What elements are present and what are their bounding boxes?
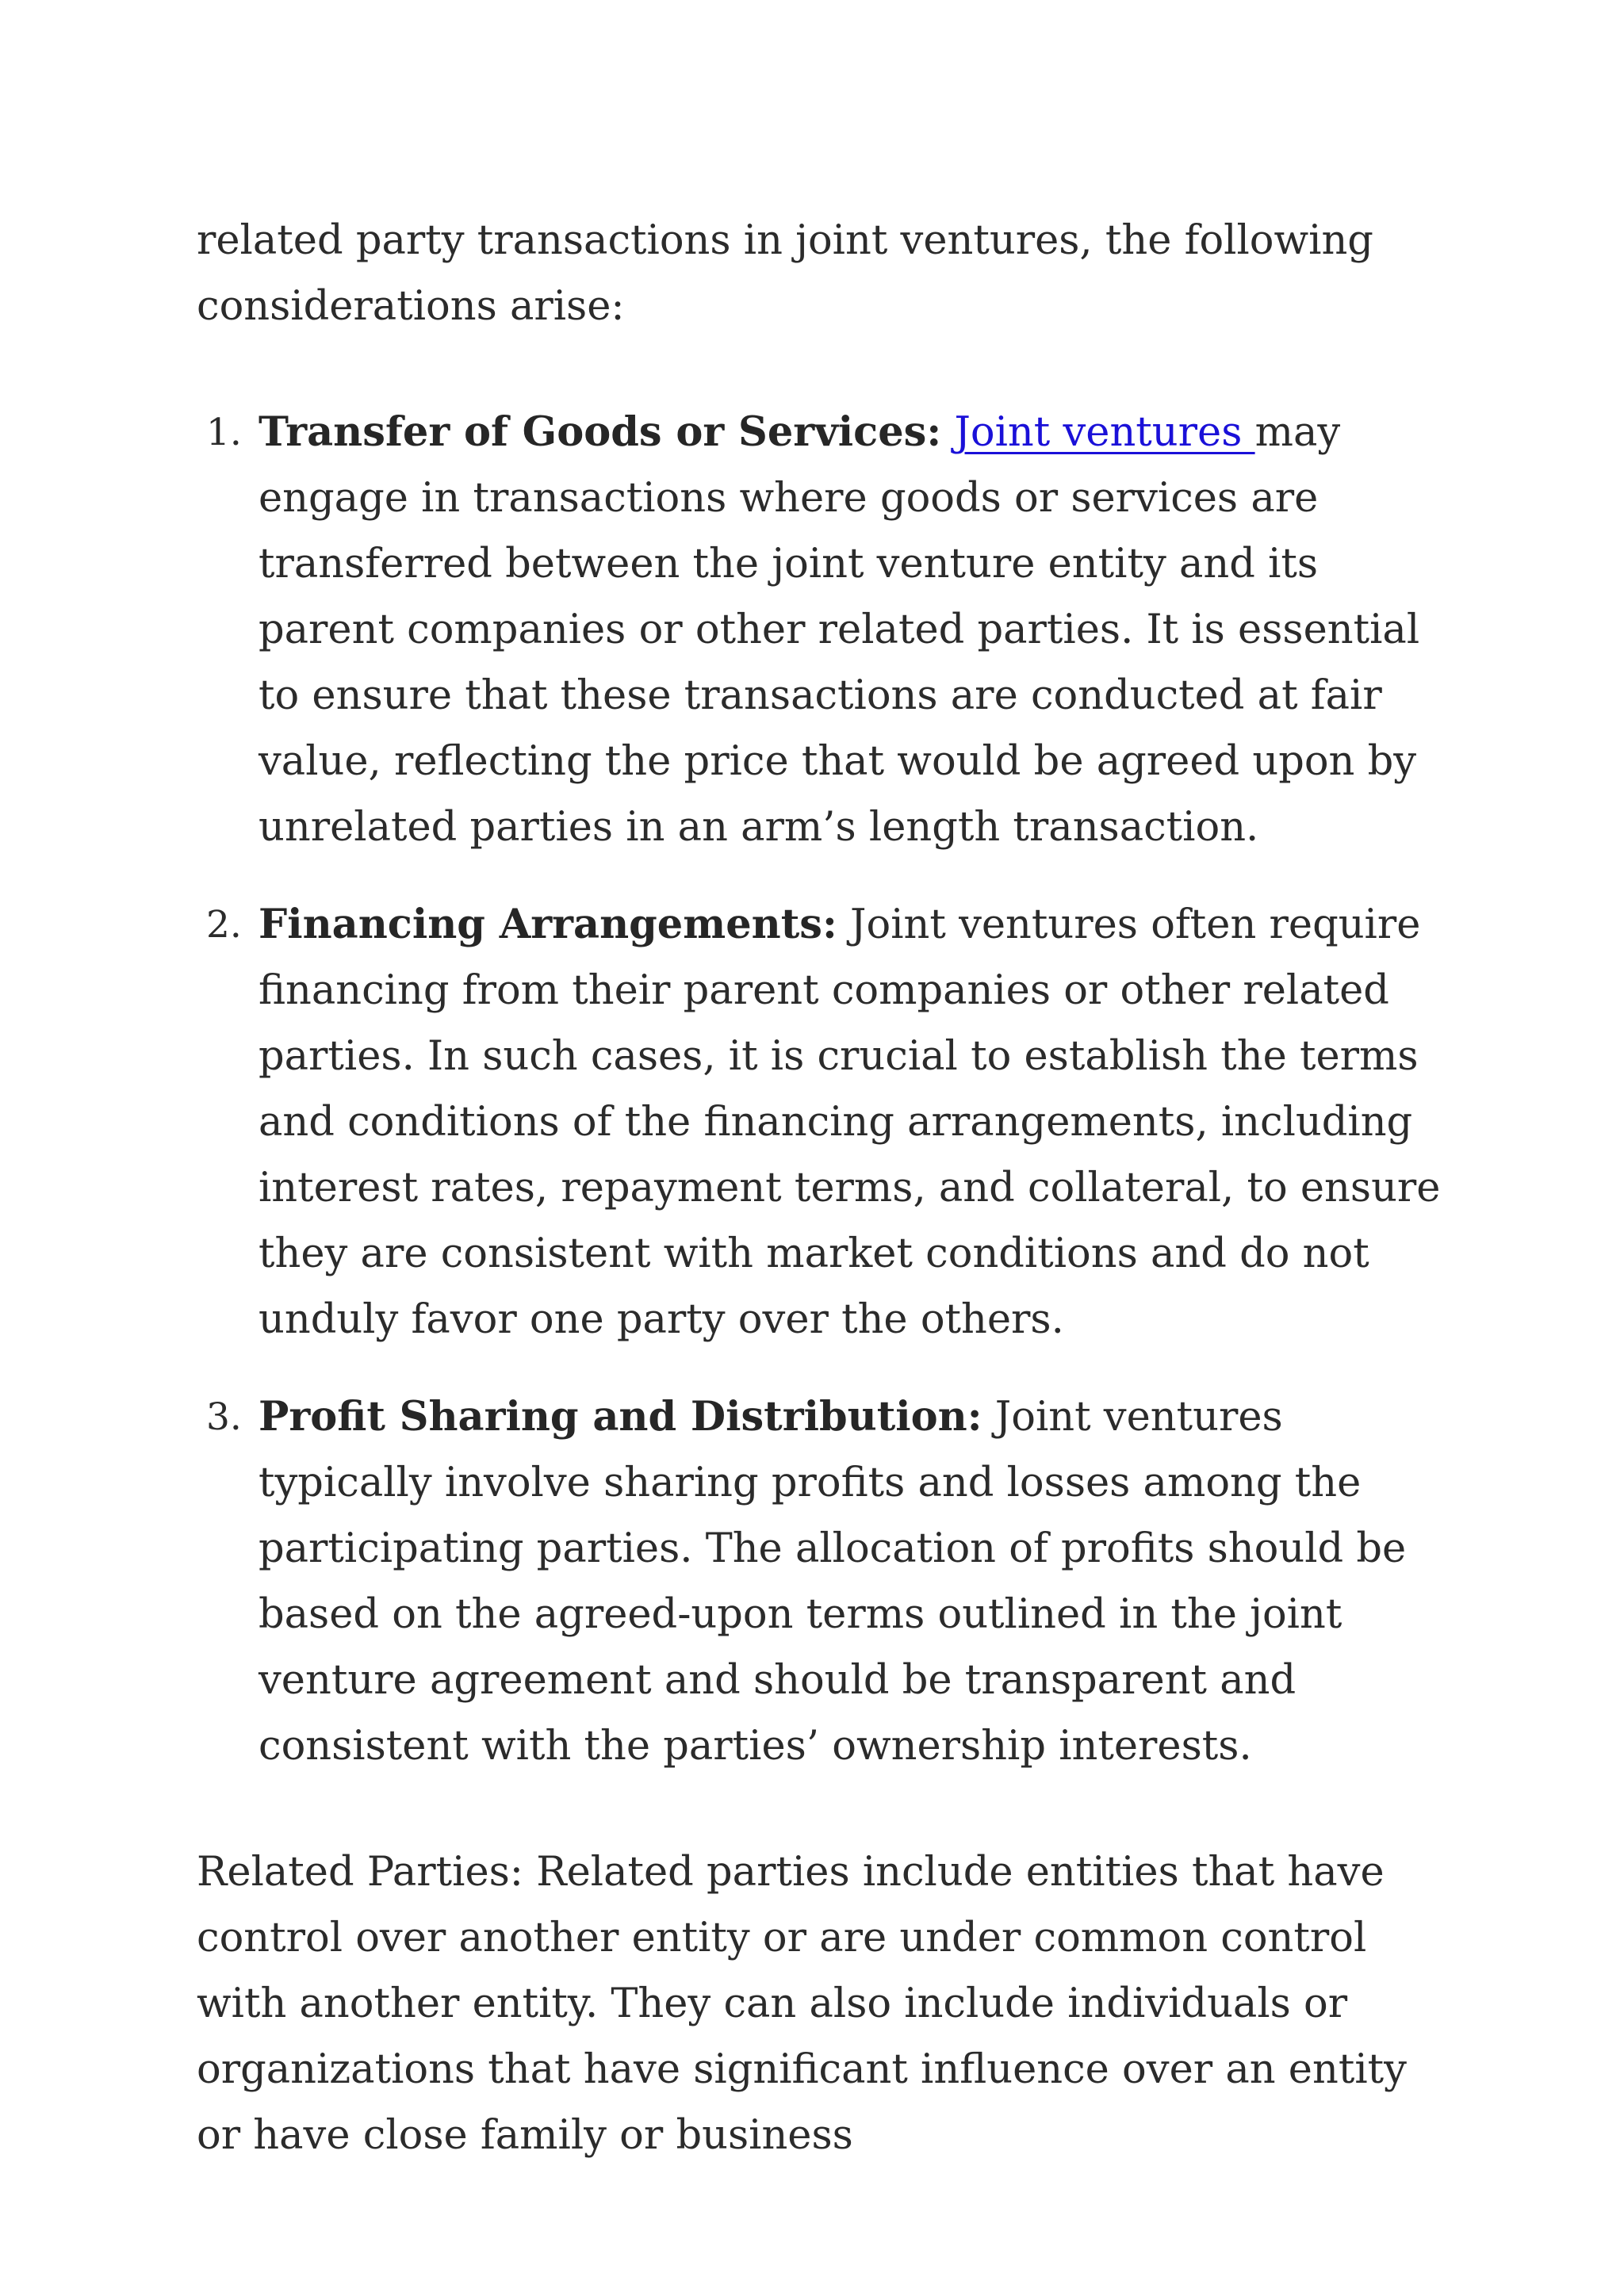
list-item-number: 3.: [206, 1395, 242, 1439]
list-item-heading: Transfer of Goods or Services:: [259, 408, 942, 456]
list-item-profit-sharing: [197, 1384, 1450, 1779]
list-item-transfer-goods-services: [197, 400, 1450, 860]
joint-ventures-link[interactable]: Joint ventures: [954, 409, 1255, 456]
document-body: [197, 208, 1450, 2168]
intro-paragraph: related party transactions in joint ventures, the following considerations arise:: [197, 217, 1373, 330]
list-item-financing-arrangements: [197, 892, 1450, 1353]
considerations-list: [197, 400, 1450, 1779]
list-item-heading: Financing Arrangements:: [259, 901, 837, 948]
list-item-number: 2.: [206, 903, 242, 947]
list-item-body: Joint ventures often require financing from their parent companies or other related parties. In such cases, it is crucial to establish the terms and conditions of the financing arrangements, including interest rates, repayment terms, and collateral, to ensure they are consistent with market conditions and do not unduly favor one party over the others.: [259, 901, 1441, 1343]
list-item-number: 1.: [206, 411, 242, 454]
list-item-heading: Profit Sharing and Distribution:: [259, 1393, 982, 1441]
list-item-body: may engage in transactions where goods or services are transferred between the joint venture entity and its parent companies or other related parties. It is essential to ensure that these transactions are conducted at fair value, reflecting the price that would be agreed upon by unrelated parties in an arm’s length transaction.: [259, 409, 1420, 851]
list-item-body: Joint ventures typically involve sharing profits and losses among the participating parties. The allocation of profits should be based on the agreed-upon terms outlined in the joint venture agreement and should be transparent and consistent with the parties’ ownership interests.: [259, 1394, 1407, 1770]
related-parties-paragraph: Related Parties: Related parties include entities that have control over another entity or are under common control with another entity. They can also include individuals or organizations that have significant influence over an entity or have close family or business: [197, 1849, 1407, 2159]
